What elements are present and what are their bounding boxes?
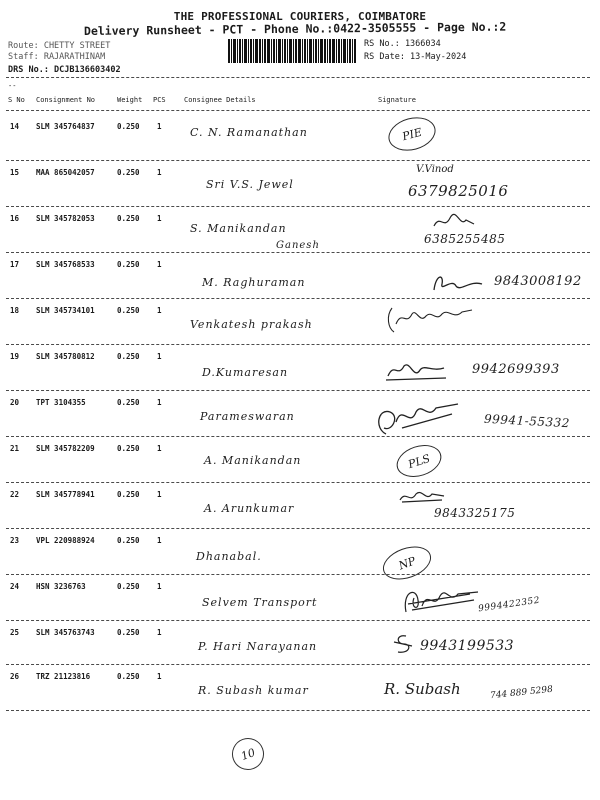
recipient-phone: 6385255485: [424, 232, 506, 246]
row-divider: [6, 390, 590, 391]
row-consignment: SLM 345780812: [36, 352, 95, 361]
row-divider: [6, 344, 590, 345]
recipient-phone: 9942699393: [472, 362, 560, 377]
consignee-name: D.Kumaresan: [202, 366, 289, 379]
row-weight: 0.250: [117, 352, 140, 361]
row-sno: 22: [10, 490, 20, 499]
row-divider: [6, 298, 590, 299]
row-weight: 0.250: [117, 628, 140, 637]
staff-label: Staff: RAJARATHINAM: [8, 52, 106, 62]
recipient-phone: 9994422352: [477, 595, 541, 615]
row-pcs: 1: [157, 352, 162, 361]
row-divider: [6, 528, 590, 529]
row-weight: 0.250: [117, 214, 140, 223]
consignee-name: Dhanabal.: [196, 550, 262, 563]
runsheet-subtitle: Delivery Runsheet - PCT - Phone No.:0422-3505555 - Page No.:2: [83, 19, 507, 38]
recipient-phone: 9843008192: [494, 274, 582, 289]
consignee-name: Parameswaran: [200, 410, 295, 423]
row-pcs: 1: [157, 306, 162, 315]
row-sno: 20: [10, 398, 20, 407]
delivery-stamp: PLS: [392, 440, 445, 483]
consignee-name: R. Subash kumar: [198, 684, 309, 697]
row-sno: 19: [10, 352, 20, 361]
row-sno: 16: [10, 214, 20, 223]
row-pcs: 1: [157, 536, 162, 545]
delivery-stamp: PIE: [385, 112, 440, 155]
dash-mark: --: [8, 82, 17, 90]
row-consignment: SLM 345782209: [36, 444, 95, 453]
drs-number: DRS No.: DCJB136603402: [8, 65, 121, 75]
col-weight-header: Weight: [117, 96, 143, 104]
row-consignment: SLM 345734101: [36, 306, 95, 315]
row-consignment: MAA 865042057: [36, 168, 95, 177]
row-sno: 18: [10, 306, 20, 315]
consignee-name: P. Hari Narayanan: [198, 640, 318, 653]
row-sno: 24: [10, 582, 20, 591]
signature-scribble-icon: [384, 304, 476, 336]
row-sno: 26: [10, 672, 20, 681]
signature-scribble-icon: [398, 488, 446, 506]
row-pcs: 1: [157, 260, 162, 269]
company-title: THE PROFESSIONAL COURIERS, COIMBATORE: [173, 10, 427, 23]
signature-scribble-icon: [384, 358, 448, 384]
row-sno: 25: [10, 628, 20, 637]
row-divider: [6, 160, 590, 161]
row-pcs: 1: [157, 444, 162, 453]
row-divider: [6, 252, 590, 253]
row-pcs: 1: [157, 122, 162, 131]
row-pcs: 1: [157, 398, 162, 407]
col-sno-header: S No: [8, 96, 25, 104]
signature-scribble-icon: [432, 212, 476, 232]
row-pcs: 1: [157, 490, 162, 499]
row-weight: 0.250: [117, 260, 140, 269]
recipient-signature: R. Subash: [384, 680, 461, 698]
recipient-phone: 99941-55332: [483, 411, 571, 431]
row-divider: [6, 710, 590, 711]
consignee-name: C. N. Ramanathan: [190, 126, 308, 139]
consignee-name: A. Arunkumar: [204, 502, 295, 515]
row-sno: 21: [10, 444, 20, 453]
delivery-stamp: NP: [378, 540, 435, 585]
column-header-divider: [6, 110, 590, 111]
recipient-phone: 9843325175: [434, 506, 516, 520]
row-consignment: SLM 345768533: [36, 260, 95, 269]
row-weight: 0.250: [117, 582, 140, 591]
row-consignment: TRZ 21123816: [36, 672, 91, 681]
row-pcs: 1: [157, 672, 162, 681]
consignee-name: Venkatesh prakash: [190, 318, 313, 331]
consignee-name-line2: Ganesh: [276, 240, 320, 251]
col-pcs-header: PCS: [153, 96, 166, 104]
row-divider: [6, 482, 590, 483]
rs-number: RS No.: 1366034: [364, 39, 441, 49]
signature-scribble-icon: [400, 584, 480, 618]
signature-scribble-icon: [392, 632, 414, 656]
row-pcs: 1: [157, 582, 162, 591]
row-weight: 0.250: [117, 168, 140, 177]
row-pcs: 1: [157, 628, 162, 637]
row-consignment: HSN 3236763: [36, 582, 86, 591]
row-consignment: VPL 220988924: [36, 536, 95, 545]
col-consignee-header: Consignee Details: [184, 96, 256, 104]
row-consignment: SLM 345764837: [36, 122, 95, 131]
row-sno: 15: [10, 168, 20, 177]
row-consignment: TPT 3104355: [36, 398, 86, 407]
row-divider: [6, 620, 590, 621]
recipient-phone: 744 889 5298: [489, 684, 554, 702]
row-pcs: 1: [157, 214, 162, 223]
consignee-name: S. Manikandan: [190, 222, 287, 235]
row-weight: 0.250: [117, 122, 140, 131]
row-weight: 0.250: [117, 444, 140, 453]
recipient-phone: 6379825016: [408, 182, 509, 200]
barcode-icon: [228, 39, 356, 63]
consignee-name: A. Manikandan: [204, 454, 302, 467]
row-weight: 0.250: [117, 490, 140, 499]
consignee-name: M. Raghuraman: [202, 276, 306, 289]
recipient-signature: V.Vinod: [416, 164, 454, 175]
page-mark: 10: [227, 733, 268, 774]
row-consignment: SLM 345778941: [36, 490, 95, 499]
col-consignment-header: Consignment No: [36, 96, 96, 104]
consignee-name: Selvem Transport: [202, 596, 318, 609]
row-sno: 14: [10, 122, 20, 131]
col-signature-header: Signature: [378, 96, 416, 104]
row-sno: 17: [10, 260, 20, 269]
row-divider: [6, 574, 590, 575]
row-weight: 0.250: [117, 672, 140, 681]
row-weight: 0.250: [117, 306, 140, 315]
rs-date: RS Date: 13-May-2024: [364, 52, 467, 62]
row-sno: 23: [10, 536, 20, 545]
signature-scribble-icon: [430, 270, 486, 296]
recipient-phone: 9943199533: [420, 638, 515, 654]
row-pcs: 1: [157, 168, 162, 177]
row-divider: [6, 436, 590, 437]
row-consignment: SLM 345763743: [36, 628, 95, 637]
row-weight: 0.250: [117, 536, 140, 545]
row-consignment: SLM 345782053: [36, 214, 95, 223]
consignee-name: Sri V.S. Jewel: [206, 178, 294, 191]
row-divider: [6, 206, 590, 207]
route-label: Route: CHETTY STREET: [8, 41, 111, 51]
row-weight: 0.250: [117, 398, 140, 407]
row-divider: [6, 664, 590, 665]
header-divider: [6, 77, 590, 78]
